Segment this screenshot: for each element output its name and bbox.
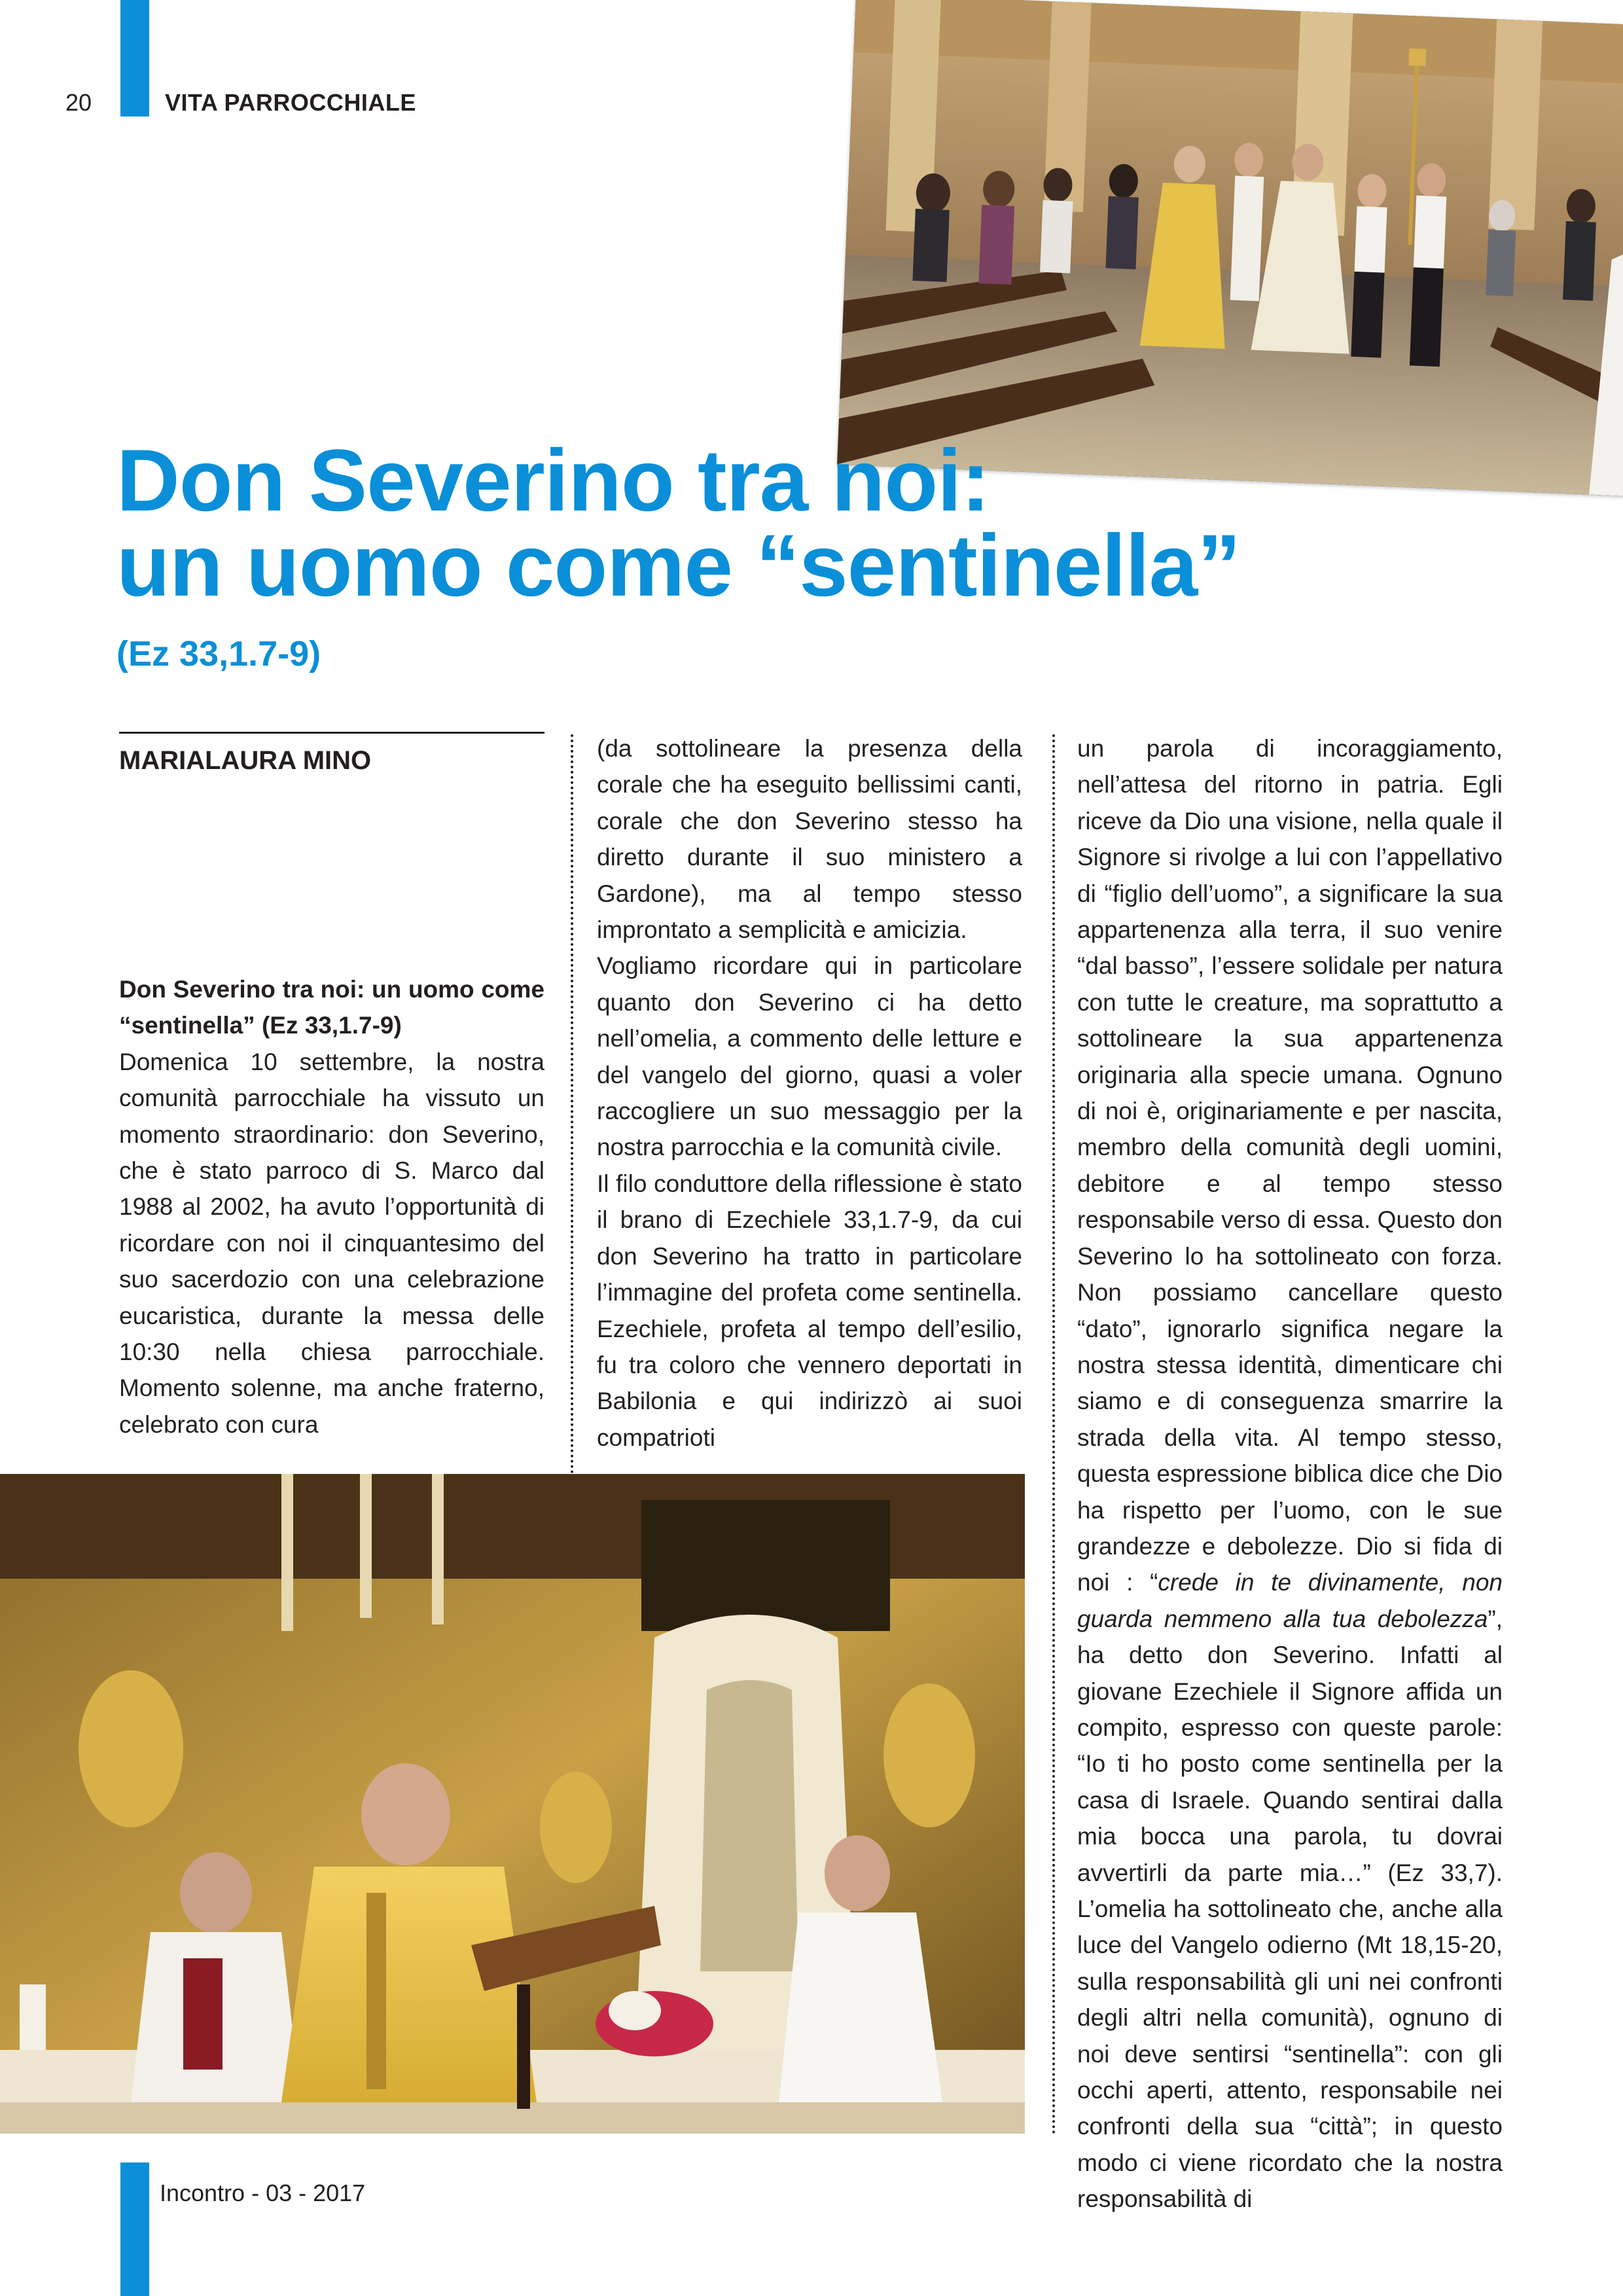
text-column-3: [1077, 730, 1503, 2217]
footer-accent-bar: [120, 2162, 149, 2296]
col3-text-b: ”, ha detto don Severino. Infatti al giovane Ezechiele il Signore affida un compito, espresso con queste parole: “Io ti ho posto come sentinella per la casa di Israele. Quando sentirai dalla mia bocca una parola, tu dovrai avvertirli da parte mia…” (Ez 33,7). L’omelia ha sottolineato che, anche alla luce del Vangelo odierno (Mt 18,15-20, sulla responsabilità gli uni nei confronti degli altri nella comunità), ognuno di noi deve sentirsi “sentinella”: con gli occhi aperti, attento, responsabile nei confronti della sua “città”; in questo modo ci viene ricordato che la nostra responsabilità di: [1077, 1605, 1503, 2213]
col3-text-a: un parola di incoraggiamento, nell’attesa del ritorno in patria. Egli riceve da Dio una visione, nella quale il Signore si rivolge a lui con l’appellativo di “figlio dell’uomo”, a significare la sua appartenenza alla terra, il suo venire “dal basso”, l’essere solidale per natura con tutte le creature, ma soprattutto a sottolineare la sua appartenenza originaria alla specie umana. Ognuno di noi è, originariamente e per nascita, membro della comunità degli uomini, debitore e al tempo stesso responsabile verso di essa. Questo don Severino lo ha sottolineato con forza. Non possiamo cancellare questo “dato”, ignorarlo significa negare la nostra stessa identità, dimenticare chi siamo e di conseguenza smarrire la strada della vita. Al tempo stesso, questa espressione biblica dice che Dio ha rispetto per l’uomo, con le sue grandezze e debolezze. Dio si fida di noi : “: [1077, 735, 1503, 1596]
col3-paragraph: [1077, 730, 1503, 2217]
col2-paragraph-1: (da sottolineare la presenza della corale che ha eseguito bellissimi canti, corale che don Severino stesso ha diretto durante il suo ministero a Gardone), ma al tempo stesso improntato a semplicità e amicizia.: [597, 735, 1022, 944]
col2-paragraph-2: Vogliamo ricordare qui in particolare quanto don Severino ci ha detto nell’omelia, a commento delle letture e del vangelo del giorno, quasi a voler raccogliere un suo messaggio per la nostra parrocchia e la comunità civile.: [597, 952, 1022, 1161]
page-number: 20: [65, 89, 92, 116]
col2-paragraph-3: Il filo conduttore della riflessione è stato il brano di Ezechiele 33,1.7-9, da cui don Severino ha tratto in particolare l’immagine del profeta come sentinella. Ezechiele, profeta al tempo dell’esilio, fu tra coloro che vennero deportati in Babilonia e qui indirizzò ai suoi compatrioti: [597, 1170, 1022, 1451]
headline-line-1: Don Severino tra noi:: [116, 432, 990, 529]
col1-paragraph: Domenica 10 settembre, la nostra comunità parrocchiale ha vissuto un momento straordinario: don Severino, che è stato parroco di S. Marco dal 1988 al 2002, ha avuto l’opportunità di ricordare con noi il cinquantesimo del suo sacerdozio con una celebrazione eucaristica, durante la messa delle 10:30 nella chiesa parrocchiale. Momento solenne, ma anche fraterno, celebrato con cura: [119, 1048, 544, 1438]
text-column-2: [597, 730, 1022, 1456]
section-title: VITA PARROCCHIALE: [165, 89, 416, 116]
lead-title: Don Severino tra noi: un uomo come “sentinella” (Ez 33,1.7-9): [119, 976, 544, 1039]
column-divider-2: [1052, 734, 1055, 2135]
column-divider-1: [571, 734, 573, 1474]
photo-procession: [837, 0, 1623, 497]
footer-issue: Incontro - 03 - 2017: [160, 2179, 366, 2206]
article-subtitle: (Ez 33,1.7-9): [116, 634, 321, 673]
byline-rule: [119, 732, 544, 734]
text-column-1: [119, 971, 544, 1443]
photo-altar-celebration: [0, 1474, 1025, 2134]
col3-quote: crede in te divinamente, non guarda nemmeno alla tua debolezza: [1077, 1569, 1503, 1632]
author-byline: MARIALAURA MINO: [119, 746, 372, 775]
header-accent-bar: [120, 0, 149, 117]
article-headline: [116, 432, 1556, 615]
headline-line-2: un uomo come “sentinella”: [116, 517, 1241, 615]
